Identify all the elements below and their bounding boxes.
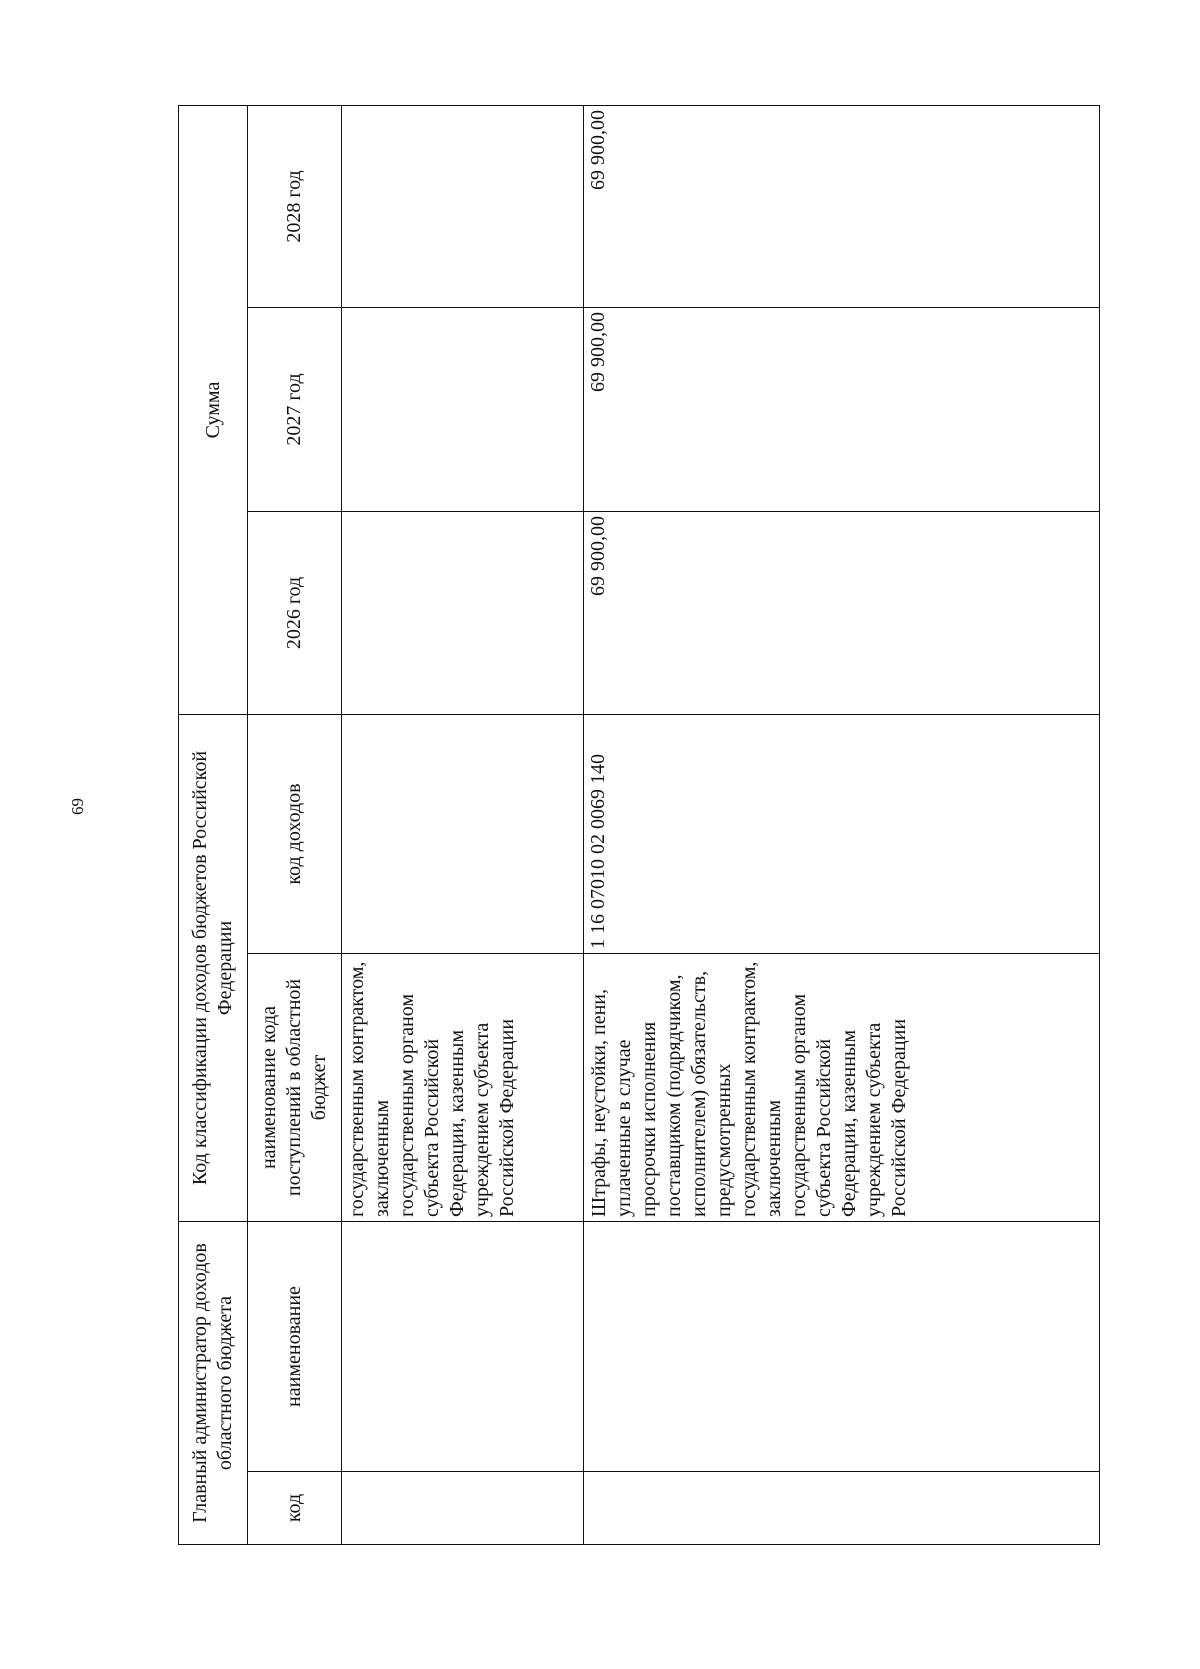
row-sum-2028 [342,105,584,307]
header-year-2026: 2026 год [248,512,342,715]
row-admin-name [584,1222,1100,1472]
table-row [342,105,584,1544]
row-income-code [342,715,584,954]
income-table [178,105,1100,1545]
row-sum-2027 [342,308,584,512]
row-admin-name [342,1222,584,1472]
row-income-code: 1 16 07010 02 0069 140 [584,715,1100,954]
header-row-1 [179,105,248,1544]
row-sum-2026 [342,512,584,715]
header-admin-code: код [248,1472,342,1545]
header-classification-group: Код классификации доходов бюджетов Российской Федерации [179,715,248,1222]
row-admin-code [584,1472,1100,1545]
header-sum-group: Сумма [179,105,248,714]
header-row-2 [248,105,342,1544]
header-admin-name: наименование [248,1222,342,1472]
row-sum-2026: 69 900,00 [584,512,1100,715]
header-year-2027: 2027 год [248,308,342,512]
header-receipt-name: наименование кода поступлений в областной бюджет [248,954,342,1222]
row-receipt-name: государственным контрактом, заключенным государственным органом субъекта Российской Федерации, казенным учреждением субъекта Российской Федерации [342,954,584,1222]
header-year-2028: 2028 год [248,105,342,307]
row-sum-2027: 69 900,00 [584,308,1100,512]
row-receipt-name: Штрафы, неустойки, пени, уплаченные в случае просрочки исполнения поставщиком (подрядчиком, исполнителем) обязательств, предусмотренных государственным контрактом, заключенным государственным органом субъекта Российской Федерации, казенным учреждением субъекта Российской Федерации [584,954,1100,1222]
row-sum-2028: 69 900,00 [584,105,1100,307]
table-row [584,105,1100,1544]
rotated-table-container [178,106,1100,1545]
page-number: 69 [68,798,87,815]
row-admin-code [342,1472,584,1545]
header-admin-group: Главный администратор доходов областного бюджета [179,1222,248,1545]
header-income-code: код доходов [248,715,342,954]
